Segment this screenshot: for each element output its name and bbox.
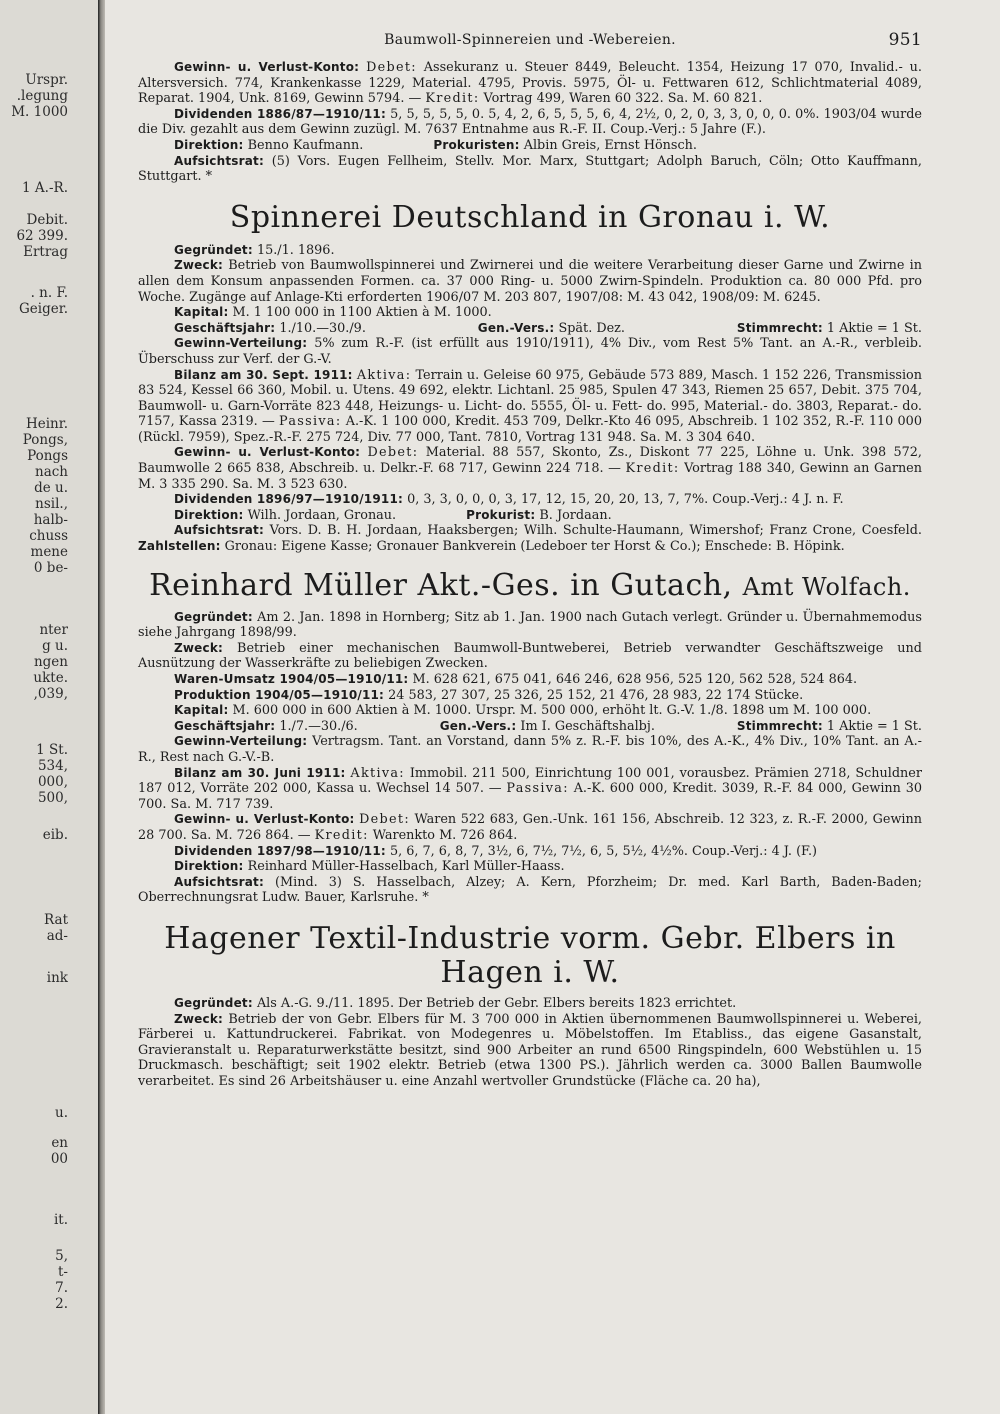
supervisory-board-paragraph: Aufsichtsrat: Vors. D. B. H. Jordaan, Haaksbergen; Wilh. Schulte-Haumann, Wimershof; Franz Crone, Coesfeld. Zahlstellen: Gronau: Eigene Kasse; Gronauer Bankverein (Ledeboer ter Horst & Co.); Enschede: B. Höpink. [138,523,922,555]
production-paragraph: Produktion 1904/05—1910/11: 24 583, 27 307, 25 326, 25 152, 21 476, 28 983, 22 174 Stücke. [174,687,804,703]
margin-line: Rat [44,912,68,928]
margin-line: u. [55,1105,68,1121]
profit-distribution-paragraph: Gewinn-Verteilung: 5% zum R.-F. (ist erfüllt aus 1910/1911), 4% Div., vom Rest 5% Tant. an A.-R., verbleib. Überschuss zur Verf. der G.-V. [138,336,923,367]
margin-line: Pongs, [22,432,68,448]
margin-line: en [51,1135,68,1151]
margin-line: g u. [42,638,68,654]
page-gutter [98,0,105,1414]
margin-line: Ertrag [23,244,68,260]
capital-paragraph: Kapital: M. 600 000 in 600 Aktien à M. 1000. Urspr. M. 500 000, erhöht lt. G.-V. 1./8. 1898 um M. 100 000. [174,703,872,719]
margin-line: 62 399. [16,228,68,244]
margin-line: de u. [34,480,68,496]
profit-loss-paragraph: Gewinn- u. Verlust-Konto: Debet: Material. 88 557, Skonto, Zs., Diskont 77 225, Löhne u. Unk. 398 572, Baumwolle 2 665 838, Abschreib. u. Delkr.-F. 68 717, Gewinn 224 718. — Kredit: Vortrag 188 340, Gewinn an Garnen M. 3 335 290. Sa. M. 3 523 630. [138,445,923,492]
margin-line: halb- [33,512,68,528]
supervisory-board-paragraph: Aufsichtsrat: (5) Vors. Eugen Fellheim, Stellv. Mor. Marx, Stuttgart; Adolph Baruch, Cöln; Otto Kauffmann, Stuttgart. * [138,153,922,185]
founded-paragraph: Gegründet: Am 2. Jan. 1898 in Hornberg; Sitz ab 1. Jan. 1900 nach Gutach verlegt. Gründer u. Übernahmemodus siehe Jahrgang 1898/99. [138,609,922,641]
margin-line: .legung [16,88,68,104]
margin-line: Geiger. [19,301,68,317]
margin-snippet [11,72,68,120]
entry-title: Hagener Textil-Industrie vorm. Gebr. Elbers in Hagen i. W. [164,920,896,990]
profit-loss-paragraph: Gewinn- u. Verlust-Konto: Debet: Assekuranz u. Steuer 8449, Beleucht. 1354, Heizung 17 070, Invalid.- u. Altersversich. 774, Krankenkasse 1229, Material. 4795, Provis. 5975, Öl- u. Fettwaren 612, Schlichtmaterial 4089, Reparat. 1904, Unk. 8169, Gewinn 5794. — Kredit: Vortrag 499, Waren 60 322. Sa. M. 60 821. [138,60,922,107]
margin-line: Debit. [26,212,68,228]
margin-line: 0 be- [33,560,68,576]
profit-distribution-paragraph: Gewinn-Verteilung: Vertragsm. Tant. an Vorstand, dann 5% z. R.-F. bis 10%, des A.-K., 4% Div., 10% Tant. an A.-R., Rest nach G.-V.-B. [138,734,922,765]
balance-paragraph: Bilanz am 30. Sept. 1911: Aktiva: Terrain u. Geleise 60 975, Gebäude 573 889, Masch. 1 152 226, Transmission 83 524, Kessel 66 360, Mobil. u. Utens. 49 692, elektr. Lichtanl. 25 985, Spulen 47 343, Riemen 25 657, Debit. 375 704, Baumwoll- u. Garn-Vorräte 823 448, Heizungs- u. Licht- do. 5555, Öl- u. Fett- do. 995, Material.- do. 3803, Reparat.- do. 7157, Kassa 2319. — Passiva: A.-K. 1 100 000, Kredit. 453 709, Delkr.-Kto 46 095, Abschreib. 1 102 352, R.-F. 110 000 (Rückl. 7959), Spez.-R.-F. 275 724, Div. 77 000, Tant. 7810, Vortrag 131 948. Sa. M. 3 304 640. [138,367,923,445]
margin-line: eib. [42,827,68,843]
margin-line: 5, [55,1248,68,1264]
margin-snippet [23,416,68,576]
profit-loss-paragraph: Gewinn- u. Verlust-Konto: Debet: Waren 522 683, Gen.-Unk. 161 156, Abschreib. 12 323, z. R.-F. 2000, Gewinn 28 700. Sa. M. 726 864. — Kredit: Warenkto M. 726 864. [138,812,922,843]
margin-snippet [33,622,68,702]
margin-line: 1 A.-R. [22,180,68,196]
dividends-paragraph: Dividenden 1886/87—1910/11: 5, 5, 5, 5, 5, 0. 5, 4, 2, 6, 5, 5, 5, 6, 4, 2½, 0, 2, 0, 3, 3, 0, 0, 0. 0%. 1903/04 wurde die Div. gezahlt aus dem Gewinn zuzügl. M. 7637 Entnahme aus R.-F. II. Coup.-Verj.: 5 Jahre (F.). [138,106,923,138]
page-content [138,32,922,1089]
margin-snippet [36,742,68,806]
entry-reinhard-mueller [138,569,922,906]
founded-paragraph: Gegründet: Als A.-G. 9./11. 1895. Der Betrieb der Gebr. Elbers bereits 1823 errichtet. [174,995,737,1011]
margin-snippet [51,1135,68,1167]
margin-line: Heinr. [25,416,68,432]
margin-line: 00 [50,1151,68,1167]
margin-snippet [16,212,68,260]
management-row: Direktion: Wilh. Jordaan, Gronau. Prokurist: B. Jordaan. [174,507,612,523]
margin-line: 7. [55,1280,68,1296]
purpose-paragraph: Zweck: Betrieb der von Gebr. Elbers für M. 3 700 000 in Aktien übernommenen Baumwollspinnerei u. Weberei, Färberei u. Kattundruckerei. Fabrikat. von Modegenres u. Möbelstoffen. Im Etabliss., das eigene Gasanstalt, Gravieranstalt u. Reparaturwerkstätte besitzt, sind 900 Arbeiter an rund 6500 Ringspindeln, 600 Webstühlen u. 15 Druckmasch. beschäftigt; seit 1902 elektr. Betrieb (etwa 1300 PS.). Jährlich werden ca. 3000 Ballen Baumwolle verarbeitet. Es sind 26 Arbeitshäuser u. eine Anzahl wertvoller Grundstücke (Fläche ca. 20 ha), [138,1011,922,1089]
entry-spinnerei-deutschland [138,201,922,555]
balance-paragraph: Bilanz am 30. Juni 1911: Aktiva: Immobil. 211 500, Einrichtung 100 001, vorausbez. Prämien 2718, Schuldner 187 012, Vorräte 202 000, Kassa u. Wechsel 14 507. — Passiva: A.-K. 600 000, Kredit. 3039, R.-F. 84 000, Gewinn 30 700. Sa. M. 717 739. [138,765,922,812]
fiscal-row: Geschäftsjahr: 1./10.—30./9. Gen.-Vers.: Spät. Dez. Stimmrecht: 1 Aktie = 1 St. [174,320,922,336]
margin-line: ngen [33,654,68,670]
margin-line: Urspr. [25,72,68,88]
previous-page-margin [0,0,98,1414]
entry-title: Reinhard Müller Akt.-Ges. in Gutach, Amt Wolfach. [149,567,911,603]
margin-snippet [44,912,68,944]
dividends-paragraph: Dividenden 1896/97—1910/1911: 0, 3, 3, 0, 0, 0, 3, 17, 12, 15, 20, 20, 13, 7, 7%. Coup.-Verj.: 4 J. n. F. [174,492,844,508]
margin-line: 2. [55,1296,68,1312]
margin-line: ink [46,970,68,986]
margin-line: nter [39,622,68,638]
sales-paragraph: Waren-Umsatz 1904/05—1910/11: M. 628 621, 675 041, 646 246, 628 956, 525 120, 562 528, 524 864. [174,672,858,687]
margin-snippet [47,970,68,986]
fiscal-row: Geschäftsjahr: 1./7.—30./6. Gen.-Vers.: Im I. Geschäftshalbj. Stimmrecht: 1 Aktie = 1 St. [174,718,922,734]
entry-title: Spinnerei Deutschland in Gronau i. W. [229,199,831,235]
running-title: Baumwoll-Spinnereien und -Webereien. [384,32,676,48]
margin-snippet [22,180,68,196]
margin-line: 534, [37,758,68,774]
capital-paragraph: Kapital: M. 1 100 000 in 1100 Aktien à M. 1000. [174,305,492,321]
management-paragraph: Direktion: Reinhard Müller-Hasselbach, Karl Müller-Haass. [174,859,565,875]
margin-line: ,039, [33,686,68,702]
entry-continuation [138,60,922,185]
margin-line: . n. F. [30,285,68,301]
management-row: Direktion: Benno Kaufmann. Prokuristen: Albin Greis, Ernst Hönsch. [174,137,697,153]
margin-line: 500, [37,790,68,806]
purpose-paragraph: Zweck: Betrieb von Baumwollspinnerei und Zwirnerei und die weitere Verarbeitung dieser Garne und Zwirne in allen dem Konsum anpassenden Formen. ca. 37 000 Ring- u. 5000 Zwirn-Spindeln. Produktion ca. 80 000 Pfd. pro Woche. Zugänge auf Anlage-Kti erforderten 1906/07 M. 203 807, 1907/08: M. 43 042, 1908/09: M. 6245. [138,258,922,305]
margin-snippet [55,1105,68,1121]
page-number: 951 [888,30,922,50]
margin-snippet [54,1212,68,1228]
supervisory-board-paragraph: Aufsichtsrat: (Mind. 3) S. Hasselbach, Alzey; A. Kern, Pforzheim; Dr. med. Karl Barth, Baden-Baden; Oberrechnungsrat Ludw. Bauer, Karlsruhe. * [138,874,922,906]
margin-snippet [43,827,68,843]
margin-line: Pongs [27,448,68,464]
margin-snippet [19,285,68,317]
entry-hagener-textil [138,922,922,1090]
margin-line: ukte. [33,670,68,686]
margin-line: ad- [46,928,68,944]
margin-line: M. 1000 [11,104,68,120]
margin-line: nsil., [35,496,68,512]
dividends-paragraph: Dividenden 1897/98—1910/11: 5, 6, 7, 6, 8, 7, 3½, 6, 7½, 7½, 6, 5, 5½, 4½%. Coup.-Verj.: 4 J. (F.) [174,843,818,859]
margin-line: nach [35,464,68,480]
margin-line: 1 St. [36,742,68,758]
margin-line: 000, [37,774,68,790]
founded-paragraph: Gegründet: 15./1. 1896. [174,242,335,258]
margin-line: it. [53,1212,68,1228]
running-header [138,32,922,60]
purpose-paragraph: Zweck: Betrieb einer mechanischen Baumwoll-Buntweberei, Betrieb verwandter Geschäftszweige und Ausnützung der Wasserkräfte zu beliebigen Zwecken. [138,640,922,672]
margin-line: chuss [29,528,68,544]
margin-line: t- [58,1264,68,1280]
margin-line: mene [30,544,68,560]
margin-snippet [55,1248,68,1312]
